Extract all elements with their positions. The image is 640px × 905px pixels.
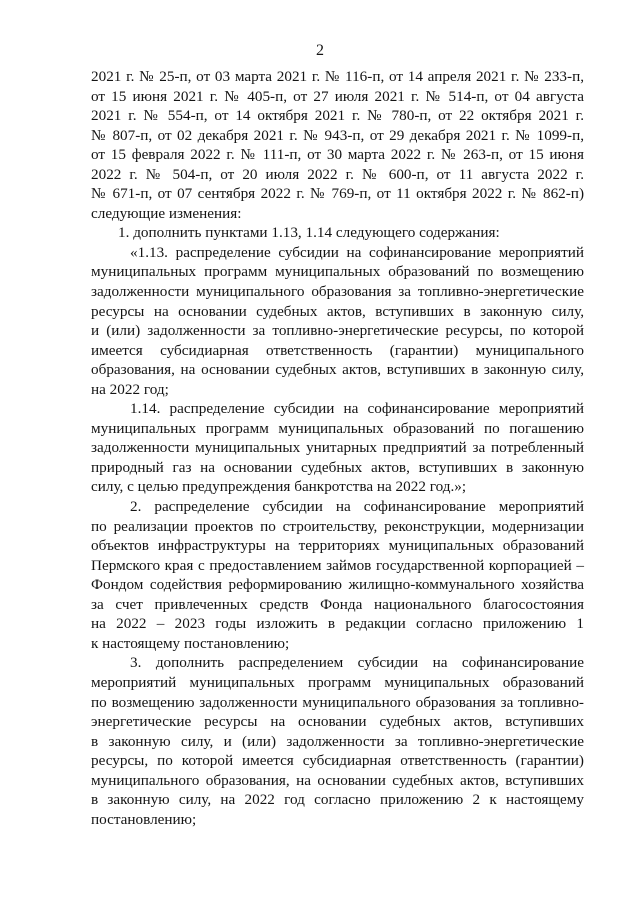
paragraph xyxy=(91,243,584,399)
text-line: № 807-п, от 02 декабря 2021 г. № 943-п, от 29 декабря 2021 г. № 1099-п, xyxy=(91,126,584,144)
text-line: Пермского края с предоставлением займов государственной корпорацией – xyxy=(91,556,584,574)
text-line: образования, на основании судебных актов, вступивших в законную силу, xyxy=(91,361,584,379)
text-line: от 15 февраля 2022 г. № 111-п, от 30 марта 2022 г. № 263-п, от 15 июня xyxy=(91,146,584,164)
text-line: на 2022 – 2023 годы изложить в редакции согласно приложению 1 xyxy=(91,615,584,633)
text-line: и (или) задолженности за топливно-энергетические ресурсы, по которой xyxy=(91,322,584,340)
text-line: к настоящему постановлению; xyxy=(91,634,290,652)
text-line: имеется субсидиарная ответственность (гарантии) муниципального xyxy=(91,341,584,359)
paragraph xyxy=(91,497,584,653)
text-line: по реализации проектов по строительству, реконструкции, модернизации xyxy=(91,517,584,535)
paragraph xyxy=(91,67,584,223)
text-line: Фондом содействия реформированию жилищно-коммунального хозяйства xyxy=(91,576,584,594)
text-line: ресурсы на основании судебных актов, вступивших в законную силу, xyxy=(91,302,584,320)
text-line: на 2022 год; xyxy=(91,380,169,398)
text-line: по возмещению задолженности муниципального образования за топливно- xyxy=(91,693,584,711)
text-line: муниципального образования, на основании судебных актов, вступивших xyxy=(91,771,584,789)
text-line: силу, с целью предупреждения банкротства на 2022 год.»; xyxy=(91,478,467,496)
text-line: 2021 г. № 554-п, от 14 октября 2021 г. № 780-п, от 22 октября 2021 г. xyxy=(91,107,584,125)
text-line: энергетические ресурсы на основании судебных актов, вступивших xyxy=(91,713,584,731)
text-line: следующие изменения: xyxy=(91,204,242,222)
text-line: задолженности муниципального образования за топливно-энергетические xyxy=(91,283,584,301)
text-line: муниципальных программ муниципальных образований по погашению xyxy=(91,419,584,437)
text-line: «1.13. распределение субсидии на софинансирование мероприятий xyxy=(130,243,584,261)
text-line: постановлению; xyxy=(91,810,197,828)
text-line: от 15 июня 2021 г. № 405-п, от 27 июля 2021 г. № 514-п, от 04 августа xyxy=(91,87,584,105)
paragraph xyxy=(91,653,584,829)
paragraph xyxy=(91,399,584,497)
text-line: 1.14. распределение субсидии на софинансирование мероприятий xyxy=(130,400,584,418)
text-line: в законную силу, и (или) задолженности за топливно-энергетические xyxy=(91,732,584,750)
text-line: ресурсы, по которой имеется субсидиарная ответственность (гарантии) xyxy=(91,752,584,770)
text-line: 1. дополнить пунктами 1.13, 1.14 следующего содержания: xyxy=(118,224,500,242)
text-line: 3. дополнить распределением субсидии на софинансирование xyxy=(130,654,584,672)
text-line: муниципальных программ муниципальных образований по возмещению xyxy=(91,263,584,281)
text-line: объектов инфраструктуры на территориях муниципальных образований xyxy=(91,537,584,555)
text-line: 2. распределение субсидии на софинансирование мероприятий xyxy=(130,498,584,516)
text-line: природный газ на основании судебных актов, вступивших в законную xyxy=(91,458,584,476)
text-line: 2021 г. № 25-п, от 03 марта 2021 г. № 116-п, от 14 апреля 2021 г. № 233-п, xyxy=(91,68,584,85)
paragraph xyxy=(91,223,584,243)
text-line: мероприятий муниципальных программ муниципальных образований xyxy=(91,673,584,691)
document-body xyxy=(91,67,584,829)
text-line: 2022 г. № 504-п, от 20 июля 2022 г. № 600-п, от 11 августа 2022 г. xyxy=(91,165,584,183)
text-line: № 671-п, от 07 сентября 2022 г. № 769-п, от 11 октября 2022 г. № 862-п) xyxy=(91,185,584,203)
text-line: задолженности муниципальных унитарных предприятий за потребленный xyxy=(91,439,584,457)
text-line: за счет привлеченных средств Фонда национального благосостояния xyxy=(91,595,584,613)
page-number: 2 xyxy=(316,42,324,59)
text-line: в законную силу, на 2022 год согласно приложению 2 к настоящему xyxy=(91,791,584,809)
